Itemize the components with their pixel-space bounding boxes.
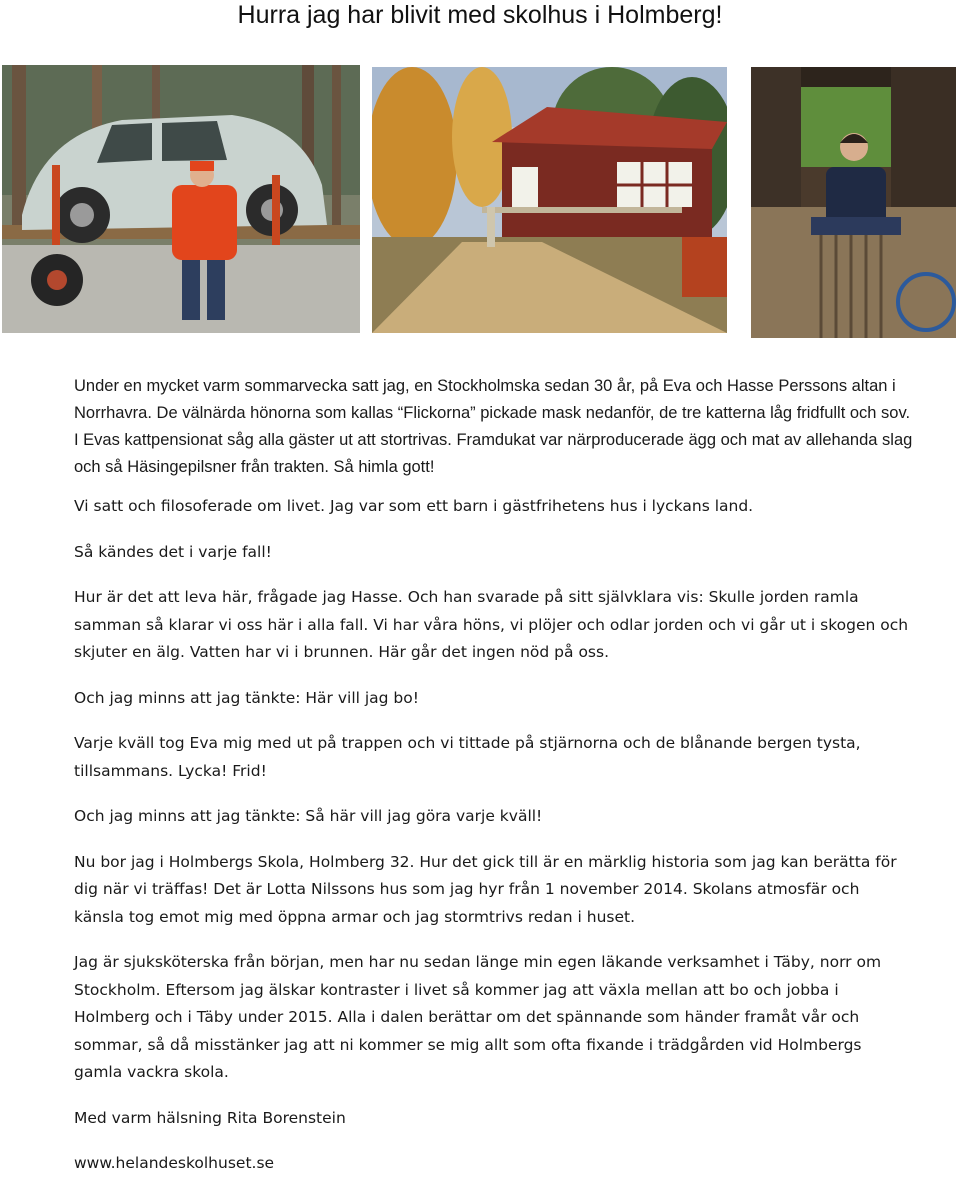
paragraph: Nu bor jag i Holmbergs Skola, Holmberg 32. Hur det gick till är en märklig historia som jag kan berätta för dig när vi träffas! Det är Lotta Nilssons hus som jag hyr från 1 november 2014. Skolans atmosfär och känsla tog emot mig med öppna armar och jag stormtrivs redan i huset. <box>74 852 897 926</box>
website-link[interactable]: www.helandeskolhuset.se <box>74 1154 275 1172</box>
paragraph: Så kändes det i varje fall! <box>74 542 272 561</box>
signature: Med varm hälsning Rita Borenstein <box>74 1108 346 1127</box>
paragraph: Hur är det att leva här, frågade jag Hasse. Och han svarade på sitt självklara vis: Skulle jorden ramla samman så klarar vi oss här i alla fall. Vi har våra höns, vi plöjer och odlar jorden och vi går ut i skogen och skjuter en älg. Vatten har vi i brunnen. Här går det ingen nöd på oss. <box>74 588 909 661</box>
paragraph: Varje kväll tog Eva mig med ut på trappen och vi tittade på stjärnorna och de blånande bergen tysta, tillsammans. Lycka! Frid! <box>74 734 861 780</box>
paragraph: Och jag minns att jag tänkte: Här vill jag bo! <box>74 688 419 707</box>
paragraph: Och jag minns att jag tänkte: Så här vill jag göra varje kväll! <box>74 807 543 825</box>
paragraph-intro: Under en mycket varm sommarvecka satt jag, en Stockholmska sedan 30 år, på Eva och Hasse Perssons altan i Norrhavra. De välnärda hönorna som kallas “Flickorna” pickade mask nedanför, de tre katterna låg fridfullt och sov. I Evas kattpensionat såg alla gäster ut att stortrivas. Framdukat var närproducerade ägg och mat av allehanda slag och så Häsingepilsner från trakten. Så himla gott! <box>74 377 913 476</box>
photo-red-house <box>372 67 727 333</box>
paragraph: Jag är sjuksköterska från början, men har nu sedan länge min egen läkande verksamhet i Täby, norr om Stockholm. Eftersom jag älskar kontraster i livet så kommer jag att växla mellan att bo och jobba i Holmberg och i Täby under 2015. Alla i dalen berättar om det spännande som händer framåt vår och sommar, så då misstänker jag att ni kommer se mig allt som ofta fixande i trädgården vid Holmbergs gamla vackra skola. <box>74 953 882 1081</box>
photo-woodshed <box>751 67 956 338</box>
paragraph: Vi satt och filosoferade om livet. Jag var som ett barn i gästfrihetens hus i lyckans land. <box>74 497 754 515</box>
document-title: Hurra jag har blivit med skolhus i Holmberg! <box>237 1 723 29</box>
photo-old-car <box>2 65 360 333</box>
article-body <box>74 373 914 1178</box>
